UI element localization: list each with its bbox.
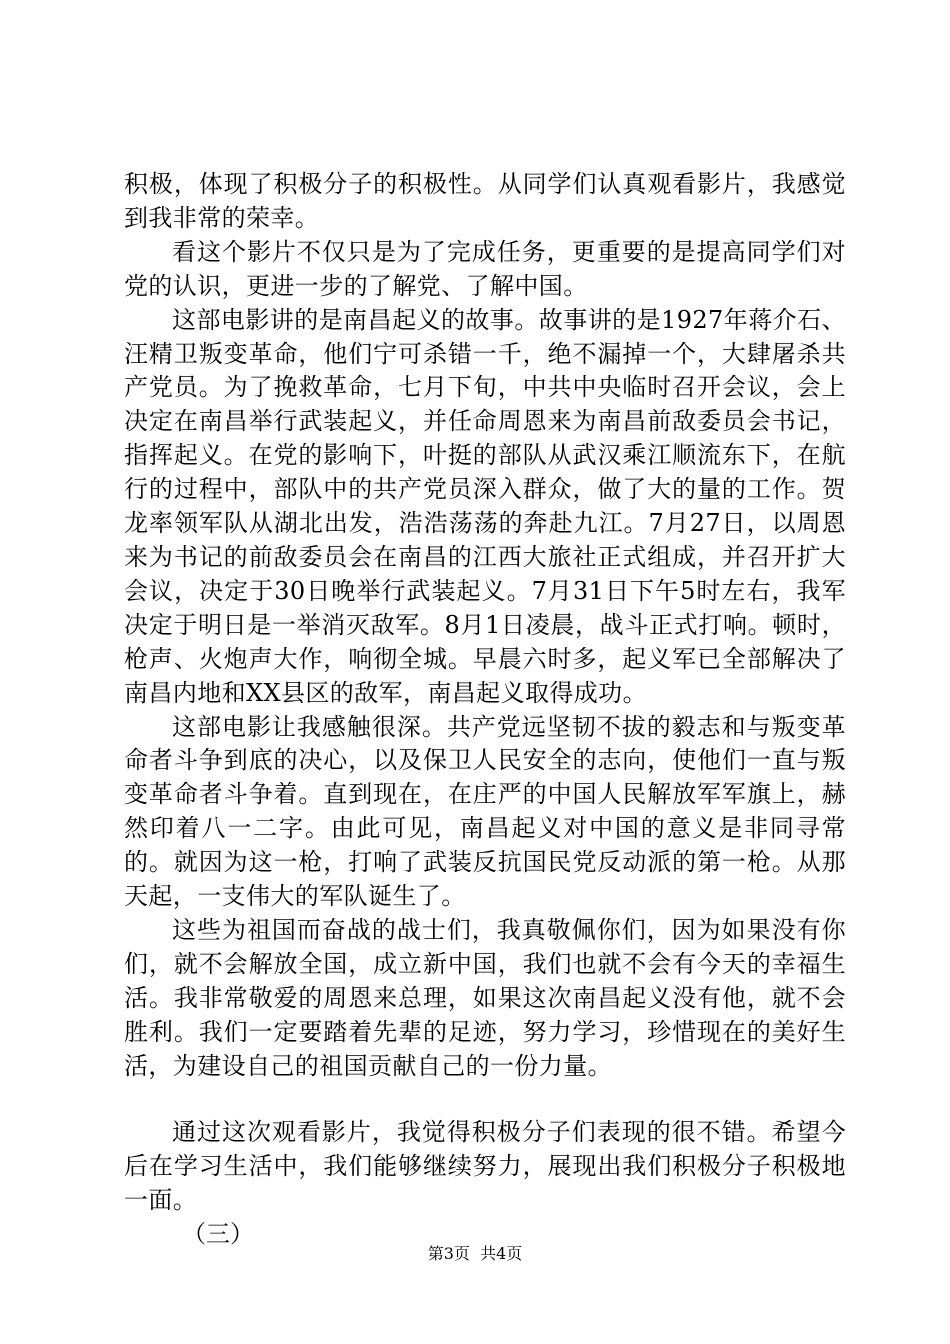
section-mark: （三） — [182, 1220, 254, 1249]
paragraph-2: 看这个影片不仅只是为了完成任务，更重要的是提高同学们对党的认识，更进一步的了解党、了解中国。 — [124, 237, 846, 300]
paragraph-1: 积极，体现了积极分子的积极性。从同学们认真观看影片，我感觉到我非常的荣幸。 — [124, 170, 846, 232]
paragraph-6: 通过这次观看影片，我觉得积极分子们表现的很不错。希望今后在学习生活中，我们能够继续努力，展现出我们积极分子积极地一面。 — [124, 1118, 846, 1215]
page-footer — [0, 1243, 950, 1265]
paragraph-3: 这部电影讲的是南昌起义的故事。故事讲的是1927年蒋介石、汪精卫叛变革命，他们宁可杀错一千，绝不漏掉一个，大肆屠杀共产党员。为了挽救革命，七月下旬，中共中央临时召开会议，会上决定在南昌举行武装起义，并任命周恩来为南昌前敌委员会书记，指挥起义。在党的影响下，叶挺的部队从武汉乘江顺流东下，在航行的过程中，部队中的共产党员深入群众，做了大的量的工作。贺龙率领军队从湖北出发，浩浩荡荡的奔赴九江。7月27日，以周恩来为书记的前敌委员会在南昌的江西大旅社正式组成，并召开扩大会议，决定于30日晚举行武装起义。7月31日下午5时左右，我军决定于明日是一举消灭敌军。8月1日凌晨，战斗正式打响。顿时，枪声、火炮声大作，响彻全城。早晨六时多，起义军已全部解决了南昌内地和XX县区的敌军，南昌起义取得成功。 — [124, 305, 846, 707]
document-body — [124, 168, 846, 1252]
paragraph-5: 这些为祖国而奋战的战士们，我真敬佩你们，因为如果没有你们，就不会解放全国，成立新中国，我们也就不会有今天的幸福生活。我非常敬爱的周恩来总理，如果这次南昌起义没有他，就不会胜利。我们一定要踏着先辈的足迹，努力学习，珍惜现在的美好生活，为建设自己的祖国贡献自己的一份力量。 — [124, 915, 846, 1080]
page-number-label: 第3页 共4页 — [427, 1244, 523, 1263]
paragraph-4: 这部电影让我感触很深。共产党远坚韧不拔的毅志和与叛变革命者斗争到底的决心，以及保卫人民安全的志向，使他们一直与叛变革命者斗争着。直到现在，在庄严的中国人民解放军军旗上，赫然印着八一二字。由此可见，南昌起义对中国的意义是非同寻常的。就因为这一枪，打响了武装反抗国民党反动派的第一枪。从那天起，一支伟大的军队诞生了。 — [124, 712, 846, 911]
